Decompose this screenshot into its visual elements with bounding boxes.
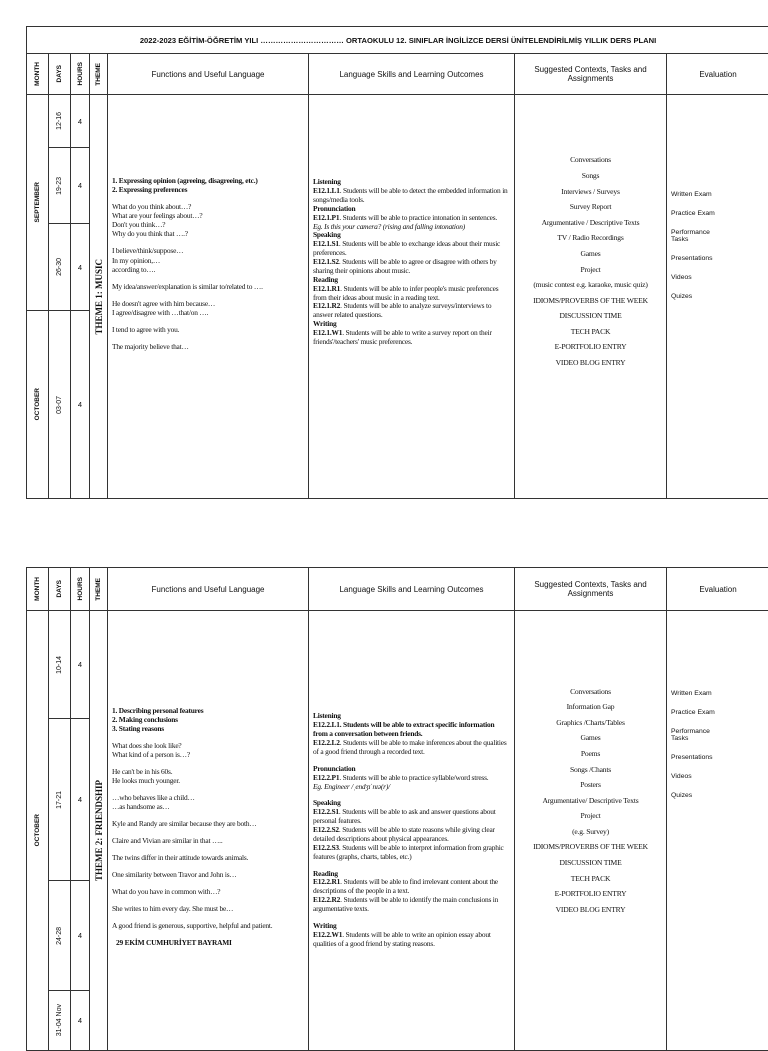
function-heading: 1. Describing personal features xyxy=(112,706,304,715)
context-item: TV / Radio Recordings xyxy=(519,230,662,246)
context-item: Graphics /Charts/Tables xyxy=(519,715,662,731)
context-item: Conversations xyxy=(519,152,662,168)
useful-language-line: Claire and Vivian are similar in that ….. xyxy=(112,836,304,845)
context-item: Argumentative / Descriptive Texts xyxy=(519,215,662,231)
header-hours xyxy=(71,54,90,95)
useful-language-line: What kind of a person is…? xyxy=(112,750,304,759)
learning-outcome xyxy=(313,844,510,862)
useful-language-line: The majority believe that… xyxy=(112,342,304,351)
days-label: 10-14 xyxy=(56,656,63,674)
theme-label: THEME 1: MUSIC xyxy=(94,259,104,335)
document-title: 2022-2023 EĞİTİM-ÖĞRETİM YILI …………………………… ORTAOKULU 12. SINIFLAR İNGİLİZCE DERSİ ÜNİTELENDİRİLMİŞ YILLIK DERS PLANI xyxy=(27,27,768,54)
header-functions: Functions and Useful Language xyxy=(108,568,309,611)
useful-language-group xyxy=(112,202,304,238)
outcome-code: E12.2.S3 xyxy=(313,843,339,852)
outcome-code: E12.2.W1 xyxy=(313,930,342,939)
outcome-text: . Students will be able to make inferences about the qualities of a good friend through a recorded text. xyxy=(313,738,507,756)
header-evaluation: Evaluation xyxy=(667,568,768,611)
useful-language-line: The twins differ in their attitude towards animals. xyxy=(112,853,304,862)
useful-language-line: …who behaves like a child… xyxy=(112,793,304,802)
learning-outcome xyxy=(313,826,510,844)
hours-cell: 4 xyxy=(71,881,90,991)
useful-language-line: He looks much younger. xyxy=(112,776,304,785)
useful-language-line: I tend to agree with you. xyxy=(112,325,304,334)
header-skills: Language Skills and Learning Outcomes xyxy=(309,54,515,95)
skill-heading: Listening xyxy=(313,178,510,187)
contexts-cell xyxy=(515,95,667,499)
context-item: DISCUSSION TIME xyxy=(519,855,662,871)
useful-language-group xyxy=(112,853,304,862)
outcome-text: . Students will be able to write a survey report on their friends'/teachers' music preferences. xyxy=(313,328,492,346)
evaluation-item: Written Exam xyxy=(671,191,765,198)
useful-language-line: In my opinion,… xyxy=(112,256,304,265)
outcome-code: E12.2.R1 xyxy=(313,877,340,886)
outcome-text: . Students will be able to extract specific information from a conversation between friends. xyxy=(313,720,494,738)
useful-language-line: She writes to him every day. She must be… xyxy=(112,904,304,913)
context-item: IDIOMS/PROVERBS OF THE WEEK xyxy=(519,839,662,855)
days-label: 03-07 xyxy=(56,396,63,414)
context-item: E-PORTFOLIO ENTRY xyxy=(519,339,662,355)
useful-language-line: …as handsome as… xyxy=(112,802,304,811)
learning-outcome xyxy=(313,187,510,205)
context-item: Project xyxy=(519,808,662,824)
context-item: VIDEO BLOG ENTRY xyxy=(519,355,662,371)
useful-language-group xyxy=(112,282,304,291)
skill-section xyxy=(313,276,510,320)
useful-language-line: I believe/think/suppose… xyxy=(112,246,304,255)
learning-outcome xyxy=(313,721,510,739)
skill-section xyxy=(313,205,510,232)
header-theme-label: THEME xyxy=(95,63,102,86)
context-item: VIDEO BLOG ENTRY xyxy=(519,902,662,918)
useful-language-group xyxy=(112,887,304,896)
context-item: Project xyxy=(519,262,662,278)
outcome-text: . Students will be able to practice syllable/word stress. xyxy=(339,773,488,782)
outcome-text: . Students will be able to infer people's music preferences from their ideas about music in a reading text. xyxy=(313,284,498,302)
days-label: 26-30 xyxy=(56,258,63,276)
useful-language-group xyxy=(112,741,304,759)
context-item: DISCUSSION TIME xyxy=(519,308,662,324)
skill-section xyxy=(313,870,510,914)
skill-heading: Writing xyxy=(313,922,510,931)
skill-heading: Reading xyxy=(313,276,510,285)
context-item: TECH PACK xyxy=(519,324,662,340)
context-item: Survey Report xyxy=(519,199,662,215)
week-row xyxy=(27,95,768,148)
days-cell xyxy=(49,611,71,719)
useful-language-group xyxy=(112,767,304,785)
holiday-note: 29 EKİM CUMHURİYET BAYRAMI xyxy=(112,938,304,947)
useful-language-line: Kyle and Randy are similar because they are both… xyxy=(112,819,304,828)
outcome-code: E12.1.P1 xyxy=(313,213,339,222)
context-item: Interviews / Surveys xyxy=(519,184,662,200)
function-heading: 2. Making conclusions xyxy=(112,715,304,724)
outcome-text: . Students will be able to ask and answer questions about personal features. xyxy=(313,807,496,825)
hours-cell: 4 xyxy=(71,95,90,148)
evaluation-item: Practice Exam xyxy=(671,709,765,716)
learning-outcome xyxy=(313,329,510,347)
days-cell xyxy=(49,881,71,991)
useful-language-line: according to…. xyxy=(112,265,304,274)
context-item: Games xyxy=(519,730,662,746)
useful-language-group xyxy=(112,904,304,913)
learning-outcome xyxy=(313,808,510,826)
useful-language-line: He can't be in his 60s. xyxy=(112,767,304,776)
evaluation-item: Written Exam xyxy=(671,690,765,697)
skills-cell xyxy=(309,611,515,1051)
header-month xyxy=(27,568,49,611)
skill-heading: Listening xyxy=(313,712,510,721)
header-functions: Functions and Useful Language xyxy=(108,54,309,95)
context-item: Songs /Chants xyxy=(519,762,662,778)
skill-section xyxy=(313,712,510,756)
useful-language-line: What are your feelings about…? xyxy=(112,211,304,220)
evaluation-item: Videos xyxy=(671,274,765,281)
header-month-label: MONTH xyxy=(34,62,41,86)
useful-language-line: What do you think about…? xyxy=(112,202,304,211)
useful-language-group xyxy=(112,921,304,930)
header-theme-label: THEME xyxy=(95,578,102,601)
evaluation-item: Presentations xyxy=(671,255,765,262)
title-row xyxy=(27,27,768,54)
useful-language-line: I agree/disagree with …that/on …. xyxy=(112,308,304,317)
evaluation-cell xyxy=(667,95,768,499)
useful-language-group xyxy=(112,246,304,273)
outcome-text: . Students will be able to agree or disagree with others by sharing their opinions about music. xyxy=(313,257,497,275)
evaluation-item: Presentations xyxy=(671,754,765,761)
outcome-text: . Students will be able to identify the main conclusions in argumentative texts. xyxy=(313,895,498,913)
skill-heading: Writing xyxy=(313,320,510,329)
days-cell xyxy=(49,95,71,148)
contexts-cell xyxy=(515,611,667,1051)
week-row xyxy=(27,611,768,719)
context-item: Songs xyxy=(519,168,662,184)
useful-language-group xyxy=(112,793,304,811)
header-hours-label: HOURS xyxy=(77,62,84,85)
evaluation-item: Practice Exam xyxy=(671,210,765,217)
useful-language-line: A good friend is generous, supportive, helpful and patient. xyxy=(112,921,304,930)
plan-table-1 xyxy=(26,26,768,499)
header-days-label: DAYS xyxy=(56,65,63,82)
evaluation-cell xyxy=(667,611,768,1051)
context-item: Conversations xyxy=(519,684,662,700)
function-heading: 2. Expressing preferences xyxy=(112,185,304,194)
outcome-code: E12.1.W1 xyxy=(313,328,342,337)
skill-heading: Speaking xyxy=(313,799,510,808)
learning-outcome xyxy=(313,739,510,757)
skill-section xyxy=(313,231,510,275)
useful-language-group xyxy=(112,325,304,334)
function-heading: 3. Stating reasons xyxy=(112,724,304,733)
useful-language-line: What does she look like? xyxy=(112,741,304,750)
outcome-code: E12.2.P1 xyxy=(313,773,339,782)
context-item: Information Gap xyxy=(519,699,662,715)
evaluation-item: Performance Tasks xyxy=(671,229,723,243)
outcome-code: E12.1.S2 xyxy=(313,257,339,266)
hours-cell: 4 xyxy=(71,991,90,1051)
header-month xyxy=(27,54,49,95)
month-label: OCTOBER xyxy=(34,388,41,420)
useful-language-group xyxy=(112,870,304,879)
functions-headings xyxy=(112,706,304,733)
useful-language-group xyxy=(112,342,304,351)
outcome-code: E12.1.L1 xyxy=(313,186,340,195)
useful-language-line: Don't you think…? xyxy=(112,220,304,229)
outcome-code: E12.2.S1 xyxy=(313,807,339,816)
evaluation-item: Performance Tasks xyxy=(671,728,723,742)
header-skills: Language Skills and Learning Outcomes xyxy=(309,568,515,611)
header-days-label: DAYS xyxy=(56,580,63,597)
days-label: 31-04 Nov xyxy=(56,1004,63,1036)
skill-heading: Speaking xyxy=(313,231,510,240)
outcome-code: E12.1.S1 xyxy=(313,239,339,248)
outcome-text: . Students will be able to exchange ideas about their music preferences. xyxy=(313,239,500,257)
month-label: SEPTEMBER xyxy=(34,182,41,222)
header-row xyxy=(27,54,768,95)
hours-cell: 4 xyxy=(71,224,90,311)
learning-outcome xyxy=(313,896,510,914)
useful-language-group xyxy=(112,299,304,317)
outcome-text: . Students will be able to state reasons while giving clear detailed descriptions about physical appearances. xyxy=(313,825,495,843)
outcome-text: . Students will be able to detect the embedded information in songs/media tools. xyxy=(313,186,508,204)
hours-cell: 4 xyxy=(71,611,90,719)
learning-outcome xyxy=(313,240,510,258)
hours-cell: 4 xyxy=(71,719,90,881)
skill-section xyxy=(313,922,510,949)
outcome-code: E12.2.R2 xyxy=(313,895,340,904)
month-cell xyxy=(27,311,49,499)
days-label: 19-23 xyxy=(56,177,63,195)
skill-section xyxy=(313,320,510,347)
context-item: E-PORTFOLIO ENTRY xyxy=(519,886,662,902)
outcome-code: E12.2.L1 xyxy=(313,720,340,729)
outcome-text: . Students will be able to interpret information from graphic features (graphs, charts, tables, etc.) xyxy=(313,843,504,861)
header-theme xyxy=(90,54,108,95)
outcome-text: . Students will be able to find irrelevant content about the descriptions of the people in a text. xyxy=(313,877,498,895)
plan-table-2 xyxy=(26,567,768,1051)
context-item: Argumentative/ Descriptive Texts xyxy=(519,793,662,809)
outcome-text: . Students will be able to write an opinion essay about qualities of a good friend by stating reasons. xyxy=(313,930,491,948)
context-item: (e.g. Survey) xyxy=(519,824,662,840)
skill-heading: Reading xyxy=(313,870,510,879)
useful-language-line: He doesn't agree with him because… xyxy=(112,299,304,308)
days-cell xyxy=(49,991,71,1051)
context-item: TECH PACK xyxy=(519,871,662,887)
evaluation-item: Videos xyxy=(671,773,765,780)
functions-headings xyxy=(112,176,304,194)
header-month-label: MONTH xyxy=(34,577,41,601)
outcome-example: Eg. Engineer /ˌendʒɪˈnɪə(r)/ xyxy=(313,783,510,792)
skill-heading: Pronunciation xyxy=(313,765,510,774)
evaluation-item: Quizes xyxy=(671,792,765,799)
learning-outcome xyxy=(313,285,510,303)
outcome-example: Eg. Is this your camera? (rising and falling intonation) xyxy=(313,223,510,232)
evaluation-item: Quizes xyxy=(671,293,765,300)
outcome-code: E12.2.L2 xyxy=(313,738,340,747)
days-cell xyxy=(49,311,71,499)
learning-outcome xyxy=(313,258,510,276)
functions-cell xyxy=(108,95,309,499)
days-cell xyxy=(49,719,71,881)
useful-language-group xyxy=(112,836,304,845)
header-hours xyxy=(71,568,90,611)
hours-cell: 4 xyxy=(71,148,90,224)
header-evaluation: Evaluation xyxy=(667,54,768,95)
month-cell xyxy=(27,611,49,1051)
function-heading: 1. Expressing opinion (agreeing, disagreeing, etc.) xyxy=(112,176,304,185)
useful-language-group xyxy=(112,819,304,828)
useful-language-line: My idea/answer/explanation is similar to/related to …. xyxy=(112,282,304,291)
days-label: 12-16 xyxy=(56,112,63,130)
outcome-text: . Students will be able to analyze surveys/interviews to answer related questions. xyxy=(313,301,491,319)
skills-cell xyxy=(309,95,515,499)
days-label: 24-28 xyxy=(56,927,63,945)
learning-outcome xyxy=(313,302,510,320)
header-hours-label: HOURS xyxy=(77,577,84,600)
header-contexts: Suggested Contexts, Tasks and Assignments xyxy=(515,54,667,95)
theme-cell xyxy=(90,611,108,1051)
useful-language-line: Why do you think that ….? xyxy=(112,229,304,238)
functions-cell xyxy=(108,611,309,1051)
month-label: OCTOBER xyxy=(34,814,41,846)
skill-section xyxy=(313,799,510,861)
context-item: Poems xyxy=(519,746,662,762)
learning-outcome xyxy=(313,931,510,949)
skill-heading: Pronunciation xyxy=(313,205,510,214)
month-cell xyxy=(27,95,49,311)
outcome-code: E12.1.R1 xyxy=(313,284,340,293)
header-contexts: Suggested Contexts, Tasks and Assignments xyxy=(515,568,667,611)
context-item: Games xyxy=(519,246,662,262)
useful-language-line: One similarity between Travor and John is… xyxy=(112,870,304,879)
context-item: IDIOMS/PROVERBS OF THE WEEK xyxy=(519,293,662,309)
context-item: (music contest e.g. karaoke, music quiz) xyxy=(519,277,662,293)
learning-outcome xyxy=(313,878,510,896)
outcome-code: E12.2.S2 xyxy=(313,825,339,834)
context-item: Posters xyxy=(519,777,662,793)
header-days xyxy=(49,54,71,95)
days-label: 17-21 xyxy=(56,791,63,809)
skill-section xyxy=(313,765,510,792)
outcome-text: . Students will be able to practice intonation in sentences. xyxy=(339,213,497,222)
skill-section xyxy=(313,178,510,205)
hours-cell: 4 xyxy=(71,311,90,499)
days-cell xyxy=(49,148,71,224)
useful-language-line: What do you have in common with…? xyxy=(112,887,304,896)
theme-cell xyxy=(90,95,108,499)
header-days xyxy=(49,568,71,611)
header-row xyxy=(27,568,768,611)
header-theme xyxy=(90,568,108,611)
theme-label: THEME 2: FRIENDSHIP xyxy=(94,780,104,881)
outcome-code: E12.1.R2 xyxy=(313,301,340,310)
days-cell xyxy=(49,224,71,311)
